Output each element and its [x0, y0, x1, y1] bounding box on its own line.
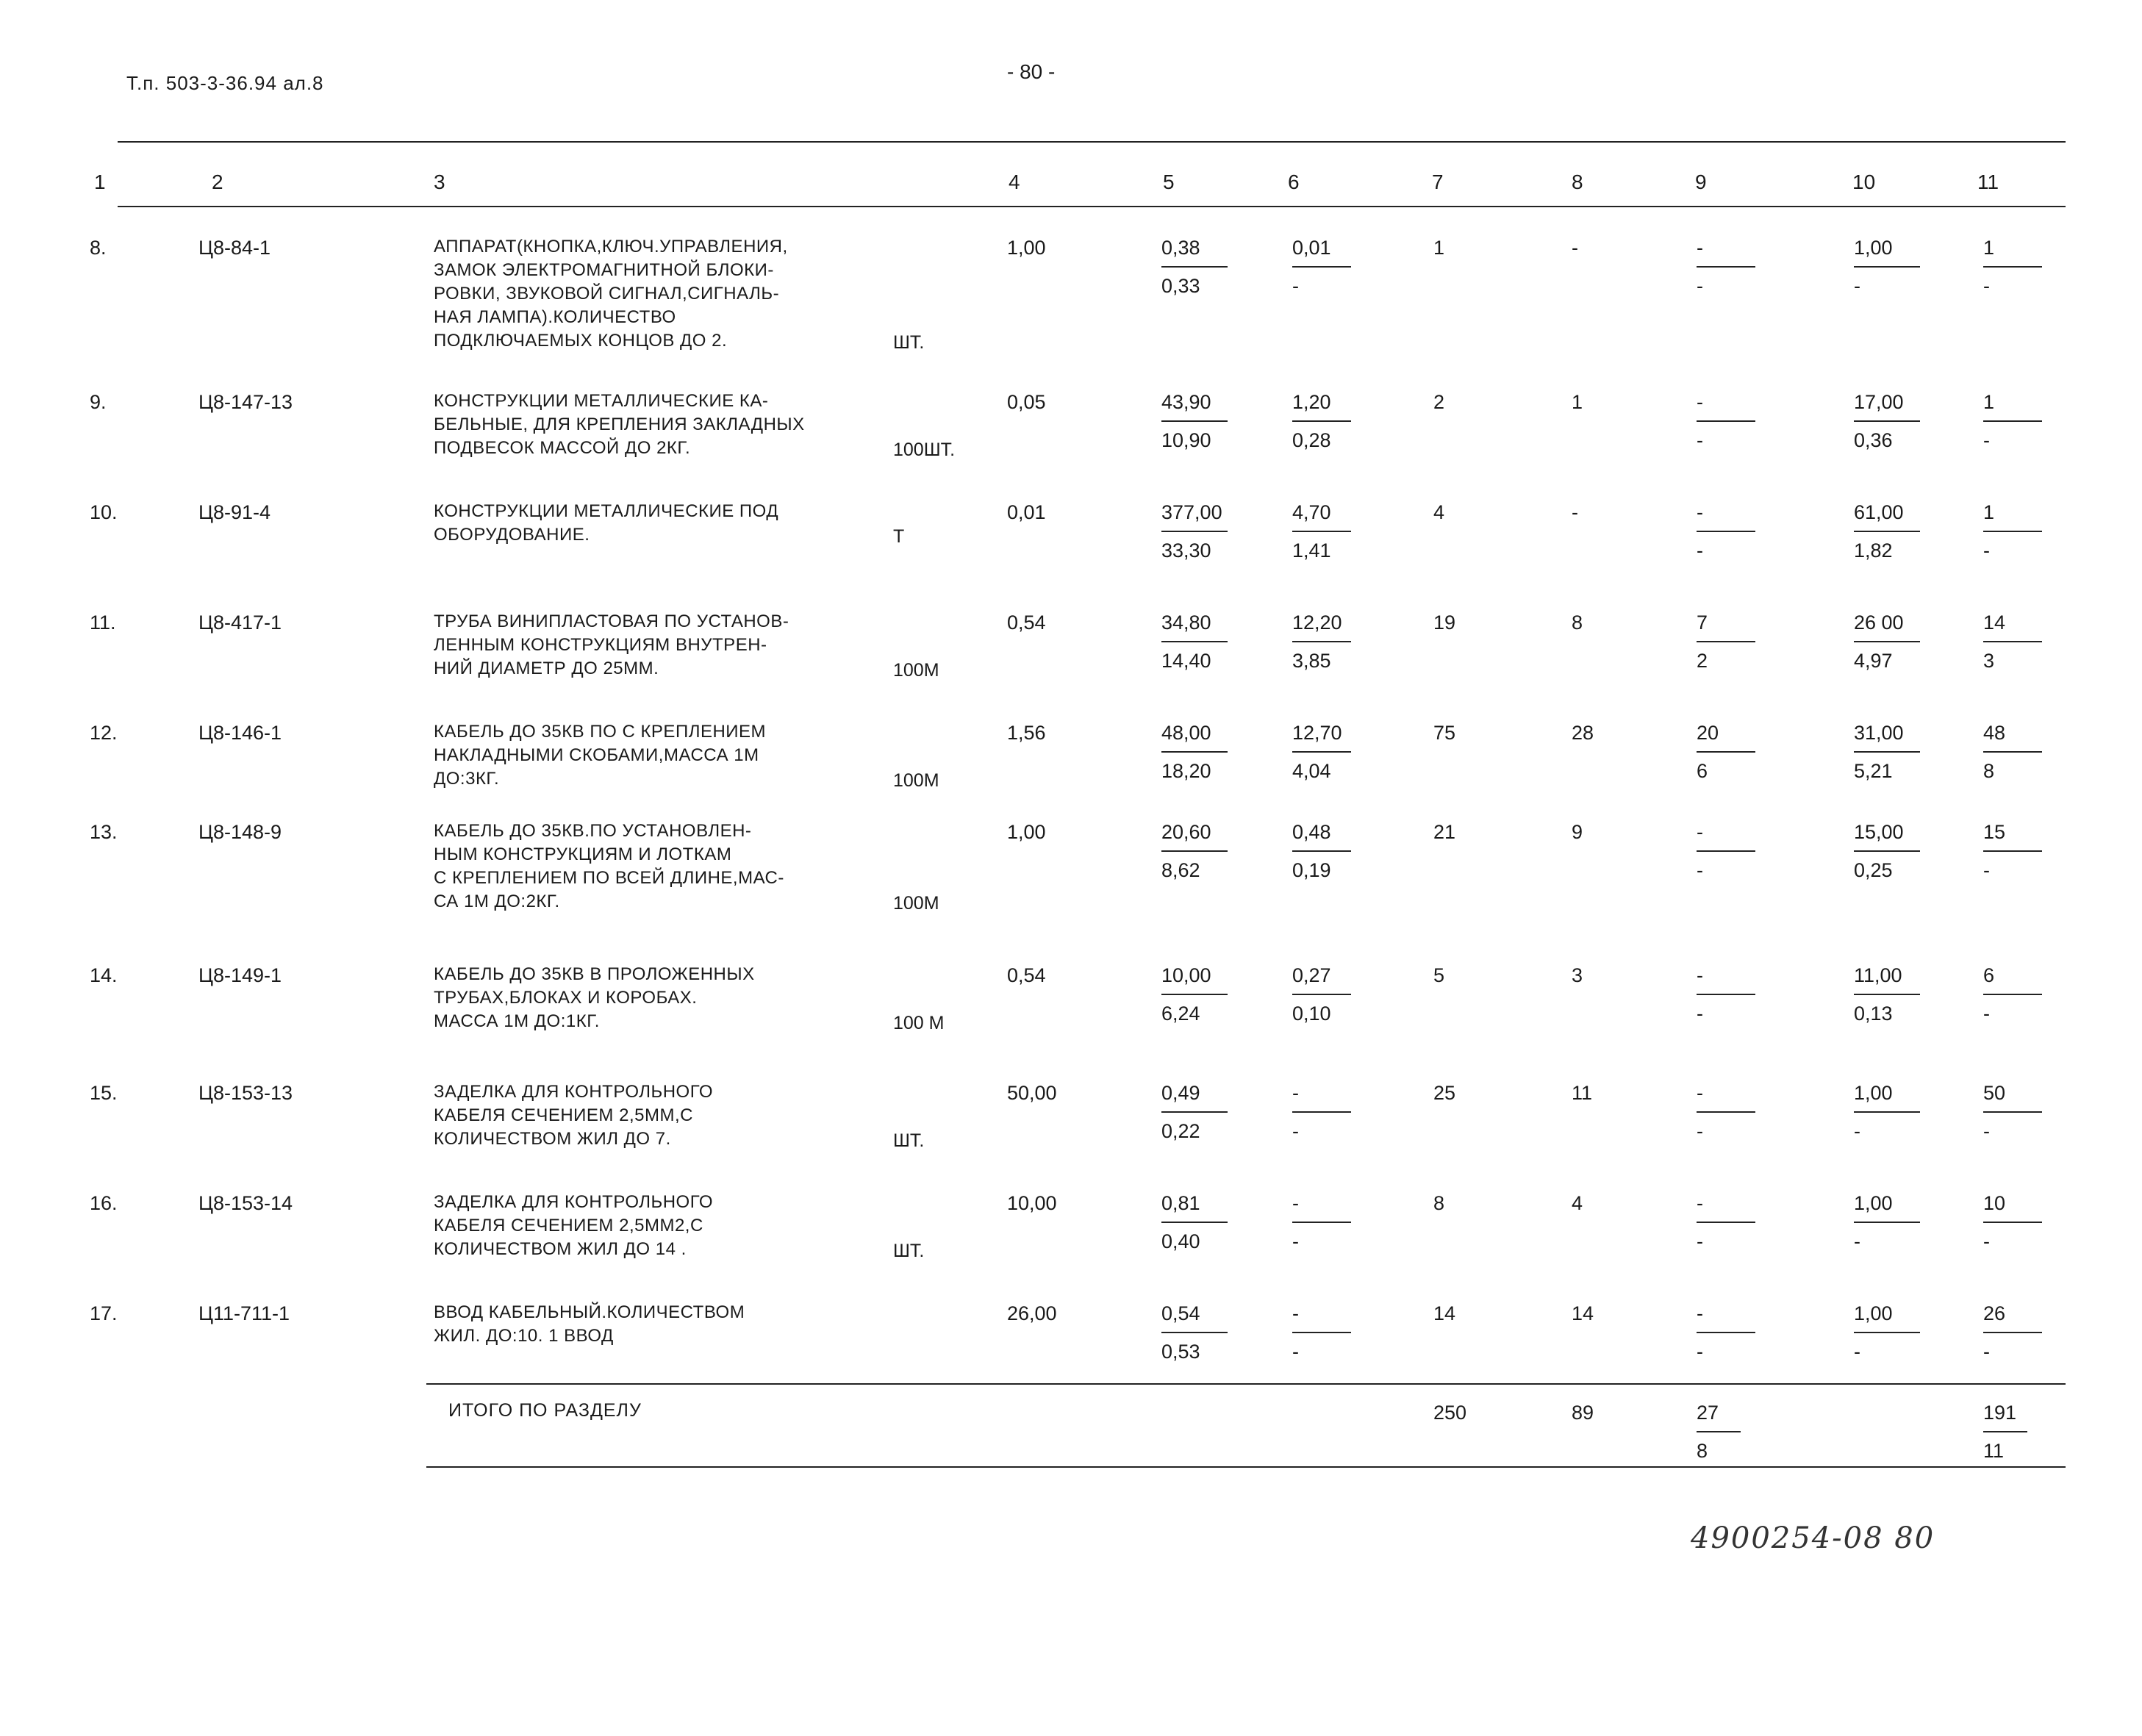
cell-c6: [1292, 1080, 1351, 1144]
cell-c11-bottom: -: [1983, 850, 2042, 883]
cell-quantity: 50,00: [1007, 1082, 1057, 1104]
row-number: 17.: [90, 1302, 118, 1324]
norm-code: Ц8-148-9: [198, 821, 282, 843]
norm-code: Ц8-149-1: [198, 964, 282, 986]
cell-quantity: 1,00: [1007, 821, 1046, 843]
total-top-rule: [426, 1383, 2066, 1385]
cell-quantity: 1,56: [1007, 722, 1046, 744]
cell-c6: [1292, 1301, 1351, 1364]
cell-c5: [1161, 235, 1228, 298]
col-header-2: 2: [212, 171, 223, 193]
cell-c10-bottom: 5,21: [1854, 751, 1920, 783]
row-number: 10.: [90, 501, 118, 523]
cell-c10: [1854, 1080, 1920, 1144]
cell-c6: [1292, 610, 1351, 673]
cell-c6-bottom: -: [1292, 1111, 1351, 1144]
cell-c5-top: 48,00: [1161, 722, 1211, 744]
cell-c8: 14: [1572, 1302, 1594, 1324]
cell-c11-top: 15: [1983, 821, 2006, 843]
col-header-11: 11: [1977, 171, 1999, 193]
cell-c6-bottom: 0,28: [1292, 420, 1351, 453]
cell-c8: 9: [1572, 821, 1583, 843]
page-number: - 80 -: [1007, 60, 1056, 83]
work-description: КОНСТРУКЦИИ МЕТАЛЛИЧЕСКИЕ ПОД ОБОРУДОВАНИЕ.: [434, 501, 779, 545]
cell-c11-top: 1: [1983, 391, 1995, 413]
cell-c7: 2: [1433, 391, 1445, 413]
cell-c8: 3: [1572, 964, 1583, 986]
cell-c5: [1161, 390, 1228, 453]
cell-c10: [1854, 1191, 1920, 1254]
cell-c7: 4: [1433, 501, 1445, 523]
cell-c11-bottom: -: [1983, 1222, 2042, 1254]
cell-c11-top: 50: [1983, 1082, 2006, 1104]
cell-c6: [1292, 963, 1351, 1026]
cell-c9-bottom: 6: [1697, 751, 1755, 783]
unit-of-measure: 100ШТ.: [893, 440, 956, 460]
cell-c6: [1292, 720, 1351, 783]
cell-c5-top: 0,38: [1161, 237, 1200, 259]
cell-c8: 8: [1572, 611, 1583, 634]
total-col11-top: 191: [1983, 1402, 2017, 1424]
cell-c5-top: 0,54: [1161, 1302, 1200, 1324]
work-description: КАБЕЛЬ ДО 35КВ ПО С КРЕПЛЕНИЕМ НАКЛАДНЫМИ СКОБАМИ,МАССА 1М ДО:3КГ.: [434, 722, 767, 789]
cell-c10-bottom: -: [1854, 1111, 1920, 1144]
norm-code: Ц8-153-13: [198, 1082, 293, 1104]
cell-c11-top: 1: [1983, 237, 1995, 259]
cell-c6: [1292, 390, 1351, 453]
cell-c10: [1854, 500, 1920, 563]
cell-c7: 25: [1433, 1082, 1456, 1104]
cell-c6: [1292, 1191, 1351, 1254]
col-header-8: 8: [1572, 171, 1583, 193]
col-header-10: 10: [1852, 171, 1876, 193]
cell-c5: [1161, 1301, 1228, 1364]
col-header-9: 9: [1695, 171, 1707, 193]
cell-c6-bottom: 0,19: [1292, 850, 1351, 883]
cell-c5-bottom: 0,40: [1161, 1222, 1228, 1254]
cell-c11: [1983, 1191, 2042, 1254]
cell-quantity: 1,00: [1007, 237, 1046, 259]
cell-c11-top: 1: [1983, 501, 1995, 523]
total-col11: [1983, 1400, 2027, 1463]
norm-code: Ц8-153-14: [198, 1192, 293, 1214]
row-number: 16.: [90, 1192, 118, 1214]
cell-c9: [1697, 1080, 1755, 1144]
cell-c9-bottom: 2: [1697, 641, 1755, 673]
cell-c11: [1983, 500, 2042, 563]
row-number: 8.: [90, 237, 107, 259]
cell-c10-top: 15,00: [1854, 821, 1904, 843]
cell-c5: [1161, 1191, 1228, 1254]
cell-c9: [1697, 390, 1755, 453]
total-col8: 89: [1572, 1402, 1594, 1424]
cell-c10-bottom: 0,13: [1854, 994, 1920, 1026]
cell-c11: [1983, 610, 2042, 673]
cell-c5-bottom: 14,40: [1161, 641, 1228, 673]
cell-c10-bottom: 0,36: [1854, 420, 1920, 453]
cell-c11-top: 14: [1983, 611, 2006, 634]
cell-c9: [1697, 819, 1755, 883]
cell-c10-top: 1,00: [1854, 1082, 1893, 1104]
cell-c10: [1854, 963, 1920, 1026]
cell-c7: 19: [1433, 611, 1456, 634]
cell-c5-bottom: 33,30: [1161, 531, 1228, 563]
cell-c5-top: 43,90: [1161, 391, 1211, 413]
document-code: Т.п. 503-3-36.94 ал.8: [126, 72, 324, 94]
total-label: ИТОГО ПО РАЗДЕЛУ: [448, 1400, 642, 1421]
cell-c6-bottom: -: [1292, 266, 1351, 298]
cell-c11-top: 10: [1983, 1192, 2006, 1214]
cell-c6-top: 1,20: [1292, 391, 1331, 413]
cell-c9-top: -: [1697, 237, 1703, 259]
norm-code: Ц11-711-1: [198, 1302, 290, 1324]
total-col9-top: 27: [1697, 1402, 1719, 1424]
cell-c11-bottom: -: [1983, 994, 2042, 1026]
cell-c9-bottom: -: [1697, 1111, 1755, 1144]
row-number: 13.: [90, 821, 118, 843]
norm-code: Ц8-84-1: [198, 237, 271, 259]
cell-c11: [1983, 1301, 2042, 1364]
cell-c10-bottom: -: [1854, 1222, 1920, 1254]
col-header-5: 5: [1163, 171, 1175, 193]
cell-quantity: 0,54: [1007, 611, 1046, 634]
cell-c8: 4: [1572, 1192, 1583, 1214]
cell-c10-top: 61,00: [1854, 501, 1904, 523]
unit-of-measure: ШТ.: [893, 332, 925, 353]
cell-c9: [1697, 1191, 1755, 1254]
total-col9-bottom: 8: [1697, 1431, 1741, 1463]
cell-c5-top: 10,00: [1161, 964, 1211, 986]
cell-c11-bottom: -: [1983, 420, 2042, 453]
cell-c9: [1697, 720, 1755, 783]
cell-quantity: 26,00: [1007, 1302, 1057, 1324]
cell-c9: [1697, 610, 1755, 673]
work-description: КОНСТРУКЦИИ МЕТАЛЛИЧЕСКИЕ КА- БЕЛЬНЫЕ, ДЛЯ КРЕПЛЕНИЯ ЗАКЛАДНЫХ ПОДВЕСОК МАССОЙ ДО 2КГ.: [434, 391, 805, 458]
work-description: ЗАДЕЛКА ДЛЯ КОНТРОЛЬНОГО КАБЕЛЯ СЕЧЕНИЕМ 2,5ММ2,С КОЛИЧЕСТВОМ ЖИЛ ДО 14 .: [434, 1192, 714, 1259]
cell-c6-top: 12,70: [1292, 722, 1342, 744]
cell-c5: [1161, 1080, 1228, 1144]
unit-of-measure: ШТ.: [893, 1241, 925, 1261]
cell-c5-bottom: 8,62: [1161, 850, 1228, 883]
cell-c5: [1161, 720, 1228, 783]
work-description: ЗАДЕЛКА ДЛЯ КОНТРОЛЬНОГО КАБЕЛЯ СЕЧЕНИЕМ 2,5ММ,С КОЛИЧЕСТВОМ ЖИЛ ДО 7.: [434, 1082, 714, 1149]
cell-c6-top: 0,27: [1292, 964, 1331, 986]
cell-quantity: 0,01: [1007, 501, 1046, 523]
total-col9: [1697, 1400, 1741, 1463]
cell-c9-bottom: -: [1697, 266, 1755, 298]
cell-c8: 28: [1572, 722, 1594, 744]
cell-c5-top: 20,60: [1161, 821, 1211, 843]
cell-c10: [1854, 390, 1920, 453]
cell-c7: 21: [1433, 821, 1456, 843]
table-top-rule: [118, 141, 2066, 143]
cell-c10: [1854, 1301, 1920, 1364]
cell-c11-bottom: -: [1983, 531, 2042, 563]
cell-c11-bottom: 3: [1983, 641, 2042, 673]
cell-c9-bottom: -: [1697, 850, 1755, 883]
col-header-3: 3: [434, 171, 445, 193]
cell-c5-top: 34,80: [1161, 611, 1211, 634]
cell-c11-bottom: -: [1983, 266, 2042, 298]
cell-c10-top: 1,00: [1854, 237, 1893, 259]
row-number: 12.: [90, 722, 118, 744]
cell-c10-bottom: 4,97: [1854, 641, 1920, 673]
cell-c9-top: -: [1697, 391, 1703, 413]
cell-c11-bottom: -: [1983, 1111, 2042, 1144]
cell-c5: [1161, 819, 1228, 883]
cell-c8: 1: [1572, 391, 1583, 413]
cell-c6-top: -: [1292, 1082, 1299, 1104]
cell-c5-top: 0,49: [1161, 1082, 1200, 1104]
cell-c5-bottom: 0,22: [1161, 1111, 1228, 1144]
cell-c11-bottom: 8: [1983, 751, 2042, 783]
cell-c6-top: -: [1292, 1192, 1299, 1214]
cell-c6-bottom: 3,85: [1292, 641, 1351, 673]
cell-c6-top: 0,48: [1292, 821, 1331, 843]
cell-c7: 1: [1433, 237, 1445, 259]
cell-c5-bottom: 0,33: [1161, 266, 1228, 298]
cell-c7: 5: [1433, 964, 1445, 986]
cell-c5: [1161, 500, 1228, 563]
cell-quantity: 0,54: [1007, 964, 1046, 986]
cell-c11-bottom: -: [1983, 1332, 2042, 1364]
work-description: КАБЕЛЬ ДО 35КВ В ПРОЛОЖЕННЫХ ТРУБАХ,БЛОКАХ И КОРОБАХ. МАССА 1М ДО:1КГ.: [434, 964, 755, 1031]
total-col7: 250: [1433, 1402, 1467, 1424]
cell-c8: 11: [1572, 1082, 1593, 1104]
work-description: ВВОД КАБЕЛЬНЫЙ.КОЛИЧЕСТВОМ ЖИЛ. ДО:10. 1 ВВОД: [434, 1302, 745, 1346]
cell-c8: -: [1572, 237, 1578, 259]
row-number: 9.: [90, 391, 107, 413]
cell-c7: 14: [1433, 1302, 1456, 1324]
cell-c10-top: 31,00: [1854, 722, 1904, 744]
cell-c9-top: 20: [1697, 722, 1719, 744]
cell-c9-top: -: [1697, 501, 1703, 523]
handwritten-signature: 4900254-08 80: [1691, 1521, 1935, 1555]
cell-c9-top: -: [1697, 1302, 1703, 1324]
cell-c11: [1983, 235, 2042, 298]
cell-c9-bottom: -: [1697, 1332, 1755, 1364]
cell-c9-top: 7: [1697, 611, 1708, 634]
col-header-1: 1: [94, 171, 106, 193]
cell-c6: [1292, 819, 1351, 883]
norm-code: Ц8-147-13: [198, 391, 293, 413]
cell-c11: [1983, 1080, 2042, 1144]
cell-c5: [1161, 963, 1228, 1026]
cell-c6: [1292, 500, 1351, 563]
unit-of-measure: 100М: [893, 770, 939, 791]
cell-c9: [1697, 1301, 1755, 1364]
norm-code: Ц8-146-1: [198, 722, 282, 744]
cell-c9-bottom: -: [1697, 420, 1755, 453]
cell-c9-bottom: -: [1697, 994, 1755, 1026]
cell-c9: [1697, 963, 1755, 1026]
cell-c10-top: 26 00: [1854, 611, 1904, 634]
col-header-6: 6: [1288, 171, 1300, 193]
cell-c11-top: 48: [1983, 722, 2006, 744]
total-col11-bottom: 11: [1983, 1431, 2027, 1463]
cell-c10: [1854, 235, 1920, 298]
cell-c5-top: 0,81: [1161, 1192, 1200, 1214]
cell-c10-top: 11,00: [1854, 964, 1902, 986]
row-number: 14.: [90, 964, 118, 986]
cell-c5: [1161, 610, 1228, 673]
cell-c11: [1983, 963, 2042, 1026]
unit-of-measure: 100М: [893, 893, 939, 914]
cell-c9-bottom: -: [1697, 1222, 1755, 1254]
total-bottom-rule: [426, 1466, 2066, 1468]
cell-c11: [1983, 819, 2042, 883]
col-header-4: 4: [1009, 171, 1020, 193]
cell-c6: [1292, 235, 1351, 298]
col-header-7: 7: [1432, 171, 1444, 193]
cell-c9-top: -: [1697, 964, 1703, 986]
cell-c10-bottom: -: [1854, 266, 1920, 298]
cell-c9: [1697, 500, 1755, 563]
cell-c9-top: -: [1697, 821, 1703, 843]
cell-c10-bottom: 0,25: [1854, 850, 1920, 883]
norm-code: Ц8-417-1: [198, 611, 282, 634]
cell-c10: [1854, 610, 1920, 673]
unit-of-measure: 100 М: [893, 1013, 945, 1033]
cell-c10-top: 1,00: [1854, 1302, 1893, 1324]
cell-c6-top: 0,01: [1292, 237, 1331, 259]
unit-of-measure: 100М: [893, 660, 939, 681]
cell-c6-top: 12,20: [1292, 611, 1342, 634]
cell-c6-bottom: -: [1292, 1332, 1351, 1364]
cell-c5-top: 377,00: [1161, 501, 1222, 523]
work-description: ТРУБА ВИНИПЛАСТОВАЯ ПО УСТАНОВ- ЛЕННЫМ КОНСТРУКЦИЯМ ВНУТРЕН- НИЙ ДИАМЕТР ДО 25ММ.: [434, 611, 789, 678]
cell-c6-bottom: 0,10: [1292, 994, 1351, 1026]
cell-c6-bottom: -: [1292, 1222, 1351, 1254]
row-number: 11.: [90, 611, 116, 634]
cell-c7: 8: [1433, 1192, 1445, 1214]
cell-c9-bottom: -: [1697, 531, 1755, 563]
cell-c11-top: 6: [1983, 964, 1995, 986]
cell-c10: [1854, 819, 1920, 883]
work-description: КАБЕЛЬ ДО 35КВ.ПО УСТАНОВЛЕН- НЫМ КОНСТРУКЦИЯМ И ЛОТКАМ С КРЕПЛЕНИЕМ ПО ВСЕЙ ДЛИНЕ,МАС- СА 1М ДО:2КГ.: [434, 821, 784, 911]
cell-c5-bottom: 10,90: [1161, 420, 1228, 453]
cell-c5-bottom: 6,24: [1161, 994, 1228, 1026]
cell-c11: [1983, 720, 2042, 783]
cell-c11-top: 26: [1983, 1302, 2006, 1324]
cell-quantity: 10,00: [1007, 1192, 1057, 1214]
cell-c6-bottom: 4,04: [1292, 751, 1351, 783]
cell-c6-top: -: [1292, 1302, 1299, 1324]
cell-c10-top: 1,00: [1854, 1192, 1893, 1214]
work-description: АППАРАТ(КНОПКА,КЛЮЧ.УПРАВЛЕНИЯ, ЗАМОК ЭЛЕКТРОМАГНИТНОЙ БЛОКИ- РОВКИ, ЗВУКОВОЙ СИГНАЛ,СИГНАЛЬ- НАЯ ЛАМПА).КОЛИЧЕСТВО ПОДКЛЮЧАЕМЫХ КОНЦОВ ДО 2.: [434, 237, 788, 351]
cell-c5-bottom: 18,20: [1161, 751, 1228, 783]
cell-c5-bottom: 0,53: [1161, 1332, 1228, 1364]
cell-c10: [1854, 720, 1920, 783]
cell-c8: -: [1572, 501, 1578, 523]
norm-code: Ц8-91-4: [198, 501, 271, 523]
cell-c6-bottom: 1,41: [1292, 531, 1351, 563]
unit-of-measure: ШТ.: [893, 1130, 925, 1151]
cell-quantity: 0,05: [1007, 391, 1046, 413]
cell-c10-bottom: -: [1854, 1332, 1920, 1364]
cell-c9: [1697, 235, 1755, 298]
row-number: 15.: [90, 1082, 118, 1104]
cell-c11: [1983, 390, 2042, 453]
unit-of-measure: Т: [893, 526, 905, 547]
cell-c9-top: -: [1697, 1192, 1703, 1214]
cell-c10-top: 17,00: [1854, 391, 1904, 413]
cell-c7: 75: [1433, 722, 1456, 744]
cell-c6-top: 4,70: [1292, 501, 1331, 523]
header-bottom-rule: [118, 206, 2066, 207]
cell-c9-top: -: [1697, 1082, 1703, 1104]
cell-c10-bottom: 1,82: [1854, 531, 1920, 563]
